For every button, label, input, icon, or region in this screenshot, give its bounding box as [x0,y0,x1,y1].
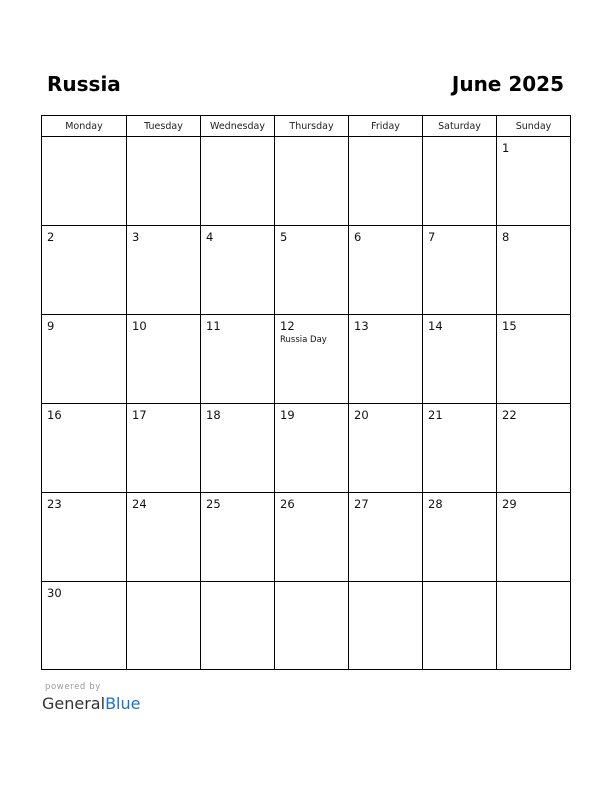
day-number [349,582,422,586]
day-cell [423,404,497,493]
day-cell [42,315,127,404]
brand-name-blue: Blue [105,694,141,713]
day-number: 6 [354,230,362,244]
day-cell [275,315,349,404]
day-number [201,137,274,141]
day-number [275,137,348,141]
day-cell [42,582,127,670]
day-cell [42,493,127,582]
weekday-header: Friday [349,116,423,137]
day-number: 21 [428,408,443,422]
day-cell [497,315,571,404]
day-number: 17 [132,408,147,422]
day-cell [275,137,349,226]
day-number: 1 [502,141,510,155]
day-cell [201,315,275,404]
day-number: 29 [502,497,517,511]
powered-by-text: powered by [45,682,101,692]
day-cell [275,582,349,670]
day-number: 27 [354,497,369,511]
day-number: 3 [132,230,140,244]
day-cell [423,493,497,582]
day-number [423,582,496,586]
day-number: 16 [47,408,62,422]
day-number: 5 [280,230,288,244]
day-number [127,137,200,141]
day-cell [497,493,571,582]
week-row [42,226,571,315]
weekday-header: Sunday [497,116,571,137]
day-number: 12 [280,319,295,333]
day-cell [127,404,201,493]
day-cell [42,404,127,493]
country-title: Russia [47,72,121,96]
weekday-header: Tuesday [127,116,201,137]
day-cell [275,404,349,493]
day-number: 14 [428,319,443,333]
day-number: 15 [502,319,517,333]
day-cell [349,493,423,582]
day-number: 19 [280,408,295,422]
day-cell [127,226,201,315]
day-cell [201,582,275,670]
day-cell [423,226,497,315]
day-number [127,582,200,586]
day-cell [497,137,571,226]
day-number: 13 [354,319,369,333]
day-number: 10 [132,319,147,333]
day-cell [349,137,423,226]
weekday-header-row [42,116,571,137]
day-cell [127,582,201,670]
weekday-header: Wednesday [201,116,275,137]
day-number: 2 [47,230,55,244]
week-row [42,582,571,670]
day-number: 11 [206,319,221,333]
week-row [42,137,571,226]
day-cell [423,582,497,670]
day-cell [423,315,497,404]
day-number: 26 [280,497,295,511]
day-cell [497,404,571,493]
day-number: 8 [502,230,510,244]
month-year-title: June 2025 [451,72,564,96]
day-number: 30 [47,586,62,600]
day-cell [349,226,423,315]
day-number: 9 [47,319,55,333]
day-number [349,137,422,141]
brand-logo[interactable] [42,694,140,714]
day-cell [497,582,571,670]
day-number [42,137,126,141]
day-number [275,582,348,586]
week-row [42,404,571,493]
day-number: 18 [206,408,221,422]
day-cell [423,137,497,226]
day-cell [275,226,349,315]
day-cell [201,137,275,226]
day-cell [349,315,423,404]
day-cell [349,582,423,670]
day-number: 23 [47,497,62,511]
day-number: 20 [354,408,369,422]
week-row [42,493,571,582]
day-number: 25 [206,497,221,511]
day-cell [42,226,127,315]
day-cell [201,493,275,582]
calendar-grid [41,115,571,670]
day-cell [127,315,201,404]
brand-name-general: General [42,694,106,713]
day-number: 22 [502,408,517,422]
week-row [42,315,571,404]
day-number: 7 [428,230,436,244]
weekday-header: Monday [42,116,127,137]
day-number: 24 [132,497,147,511]
day-number [497,582,570,586]
day-cell [127,493,201,582]
day-number: 28 [428,497,443,511]
day-cell [497,226,571,315]
holiday-label: Russia Day [280,335,327,345]
day-number: 4 [206,230,214,244]
day-cell [42,137,127,226]
day-cell [349,404,423,493]
day-number [201,582,274,586]
day-cell [275,493,349,582]
weekday-header: Saturday [423,116,497,137]
day-number [423,137,496,141]
day-cell [201,404,275,493]
day-cell [201,226,275,315]
weekday-header: Thursday [275,116,349,137]
day-cell [127,137,201,226]
